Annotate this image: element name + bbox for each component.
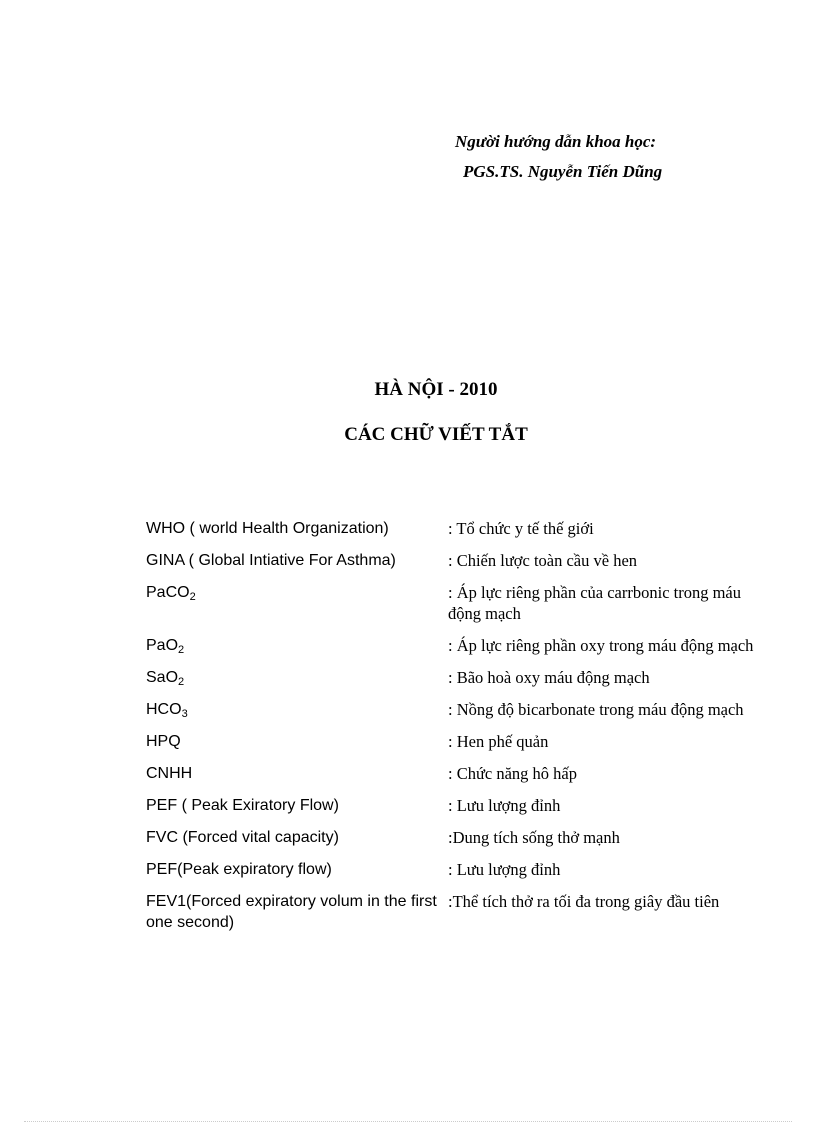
term-subscript: 3 <box>181 708 188 720</box>
abbreviation-meaning: : Lưu lượng đỉnh <box>448 860 561 879</box>
abbreviation-row <box>146 731 766 763</box>
abbreviation-meaning: : Hen phế quản <box>448 732 549 751</box>
abbreviation-meaning: : Chức năng hô hấp <box>448 764 578 783</box>
term-base: HCO <box>146 701 182 718</box>
section-title: CÁC CHỮ VIẾT TẮT <box>344 424 528 445</box>
abbreviation-row <box>146 795 766 827</box>
abbreviation-term: FVC (Forced vital capacity) <box>146 829 339 846</box>
abbreviation-meaning: : Áp lực riêng phần oxy trong máu động mạch <box>448 636 754 655</box>
abbreviation-row <box>146 635 766 667</box>
term-subscript: 2 <box>178 644 185 656</box>
term-subscript: 2 <box>189 591 196 603</box>
abbreviation-row <box>146 891 766 944</box>
term-subscript: 2 <box>178 676 185 688</box>
term-base: SaO <box>146 669 179 686</box>
abbreviation-term <box>146 667 448 699</box>
abbreviation-term <box>146 635 448 667</box>
abbreviation-row <box>146 518 766 550</box>
term-base: PaCO <box>146 584 190 601</box>
abbreviation-meaning: : Áp lực riêng phần của carrbonic trong máu động mạch <box>448 583 742 623</box>
abbreviation-term: GINA ( Global Intiative For Asthma) <box>146 552 396 569</box>
abbreviation-term: CNHH <box>146 765 193 782</box>
abbreviations-table <box>146 518 766 944</box>
abbreviation-meaning: :Thể tích thở ra tối đa trong giây đầu tiên <box>448 892 720 911</box>
abbreviation-row <box>146 763 766 795</box>
abbreviation-term: WHO ( world Health Organization) <box>146 520 389 537</box>
abbreviation-row <box>146 859 766 891</box>
abbreviation-row <box>146 667 766 699</box>
page-bottom-rule <box>24 1121 792 1122</box>
place-year: HÀ NỘI - 2010 <box>374 379 498 400</box>
abbreviation-row <box>146 582 766 635</box>
abbreviation-term: FEV1(Forced expiratory volum in the first one second) <box>146 893 437 931</box>
abbreviation-term <box>146 582 448 635</box>
abbreviation-meaning: : Bão hoà oxy máu động mạch <box>448 668 650 687</box>
advisor-name: PGS.TS. Nguyễn Tiến Dũng <box>463 162 663 181</box>
abbreviation-meaning: : Chiến lược toàn cầu về hen <box>448 551 638 570</box>
abbreviation-term: PEF(Peak expiratory flow) <box>146 861 332 878</box>
abbreviation-row <box>146 550 766 582</box>
abbreviation-term <box>146 699 448 731</box>
abbreviation-row <box>146 699 766 731</box>
abbreviation-term: HPQ <box>146 733 181 750</box>
abbreviation-meaning: : Nồng độ bicarbonate trong máu động mạch <box>448 700 744 719</box>
advisor-label: Người hướng dẫn khoa học: <box>455 132 657 151</box>
abbreviation-row <box>146 827 766 859</box>
abbreviation-meaning: : Tổ chức y tế thế giới <box>448 519 594 538</box>
abbreviation-meaning: : Lưu lượng đỉnh <box>448 796 561 815</box>
term-base: PaO <box>146 637 179 654</box>
abbreviation-meaning: :Dung tích sống thở mạnh <box>448 828 620 847</box>
abbreviation-term: PEF ( Peak Exiratory Flow) <box>146 797 339 814</box>
